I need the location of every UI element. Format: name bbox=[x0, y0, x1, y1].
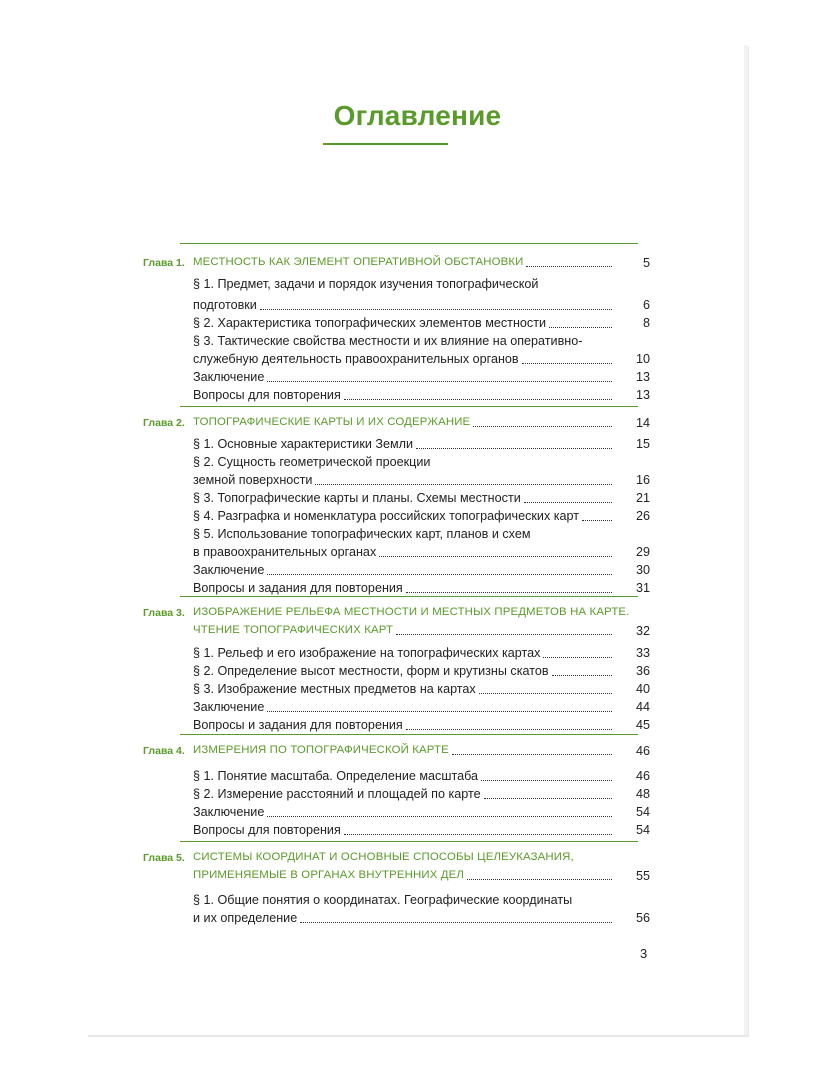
page-number: 3 bbox=[640, 946, 648, 961]
entry-title: § 1. Рельеф и его изображение на топографических картах bbox=[193, 646, 541, 660]
chapter-separator bbox=[180, 734, 638, 735]
leader-dots bbox=[467, 879, 612, 880]
page-ref: 15 bbox=[635, 437, 650, 451]
page-ref: 40 bbox=[635, 682, 650, 696]
page-ref: 8 bbox=[642, 316, 650, 330]
entry-title: § 2. Определение высот местности, форм и крутизны скатов bbox=[193, 664, 549, 678]
entry-title: § 2. Сущность геометрической проекции bbox=[193, 455, 431, 469]
leader-dots bbox=[300, 922, 612, 923]
page-ref: 10 bbox=[635, 352, 650, 366]
entry-title: § 3. Тактические свойства местности и их влияние на оперативно- bbox=[193, 334, 583, 348]
page-ref: 54 bbox=[635, 805, 650, 819]
leader-dots bbox=[406, 592, 612, 593]
leader-dots bbox=[484, 798, 612, 799]
chapter-title: ИЗМЕРЕНИЯ ПО ТОПОГРАФИЧЕСКОЙ КАРТЕ bbox=[193, 744, 449, 756]
page-ref: 26 bbox=[635, 509, 650, 523]
leader-dots bbox=[452, 754, 612, 755]
entry-title: Вопросы для повторения bbox=[193, 823, 341, 837]
entry-title: § 1. Понятие масштаба. Определение масштаба bbox=[193, 769, 479, 783]
entry-title: Вопросы и задания для повторения bbox=[193, 718, 403, 732]
chapter-separator bbox=[180, 841, 638, 842]
chapter-number: Глава 4. bbox=[143, 745, 185, 757]
entry-title: § 2. Характеристика топографических элементов местности bbox=[193, 316, 547, 330]
page-ref: 36 bbox=[635, 664, 650, 678]
chapter-separator bbox=[180, 243, 638, 244]
leader-dots bbox=[524, 502, 612, 503]
leader-dots bbox=[582, 520, 612, 521]
page-ref: 16 bbox=[635, 473, 650, 487]
title-underline bbox=[323, 143, 448, 145]
leader-dots bbox=[481, 780, 612, 781]
leader-dots bbox=[315, 484, 612, 485]
page-ref: 29 bbox=[635, 545, 650, 559]
entry-title: служебную деятельность правоохранительных органов bbox=[193, 352, 519, 366]
leader-dots bbox=[522, 363, 612, 364]
page-title: Оглавление bbox=[333, 100, 502, 131]
entry-title: Заключение bbox=[193, 805, 265, 819]
leader-dots bbox=[267, 711, 612, 712]
page-ref: 46 bbox=[635, 744, 650, 758]
entry-title: Заключение bbox=[193, 370, 265, 384]
entry-title: § 1. Общие понятия о координатах. Географические координаты bbox=[193, 893, 573, 907]
chapter-number: Глава 2. bbox=[143, 417, 185, 429]
chapter-title: СИСТЕМЫ КООРДИНАТ И ОСНОВНЫЕ СПОСОБЫ ЦЕЛЕУКАЗАНИЯ, bbox=[193, 851, 574, 863]
entry-title: § 1. Основные характеристики Земли bbox=[193, 437, 414, 451]
page-ref: 55 bbox=[635, 869, 650, 883]
chapter-separator bbox=[180, 596, 638, 597]
entry-title: в правоохранительных органах bbox=[193, 545, 377, 559]
page-ref: 5 bbox=[642, 256, 650, 270]
chapter-number: Глава 1. bbox=[143, 257, 185, 269]
page-ref: 31 bbox=[635, 581, 650, 595]
entry-title: Заключение bbox=[193, 563, 265, 577]
entry-title: § 1. Предмет, задачи и порядок изучения топографической bbox=[193, 277, 539, 291]
page-ref: 54 bbox=[635, 823, 650, 837]
page-ref: 14 bbox=[635, 416, 650, 430]
entry-title: и их определение bbox=[193, 911, 298, 925]
leader-dots bbox=[267, 574, 612, 575]
entry-title: § 2. Измерение расстояний и площадей по карте bbox=[193, 787, 481, 801]
chapter-number: Глава 5. bbox=[143, 852, 185, 864]
leader-dots bbox=[267, 816, 612, 817]
chapter-title: ИЗОБРАЖЕНИЕ РЕЛЬЕФА МЕСТНОСТИ И МЕСТНЫХ ПРЕДМЕТОВ НА КАРТЕ. bbox=[193, 606, 630, 618]
page-ref: 21 bbox=[635, 491, 650, 505]
chapter-title: ТОПОГРАФИЧЕСКИЕ КАРТЫ И ИХ СОДЕРЖАНИЕ bbox=[193, 416, 471, 428]
page-ref: 44 bbox=[635, 700, 650, 714]
leader-dots bbox=[260, 309, 612, 310]
leader-dots bbox=[552, 675, 612, 676]
entry-title: подготовки bbox=[193, 298, 257, 312]
entry-title: § 5. Использование топографических карт, планов и схем bbox=[193, 527, 531, 541]
page-ref: 45 bbox=[635, 718, 650, 732]
entry-title: Вопросы для повторения bbox=[193, 388, 341, 402]
leader-dots bbox=[416, 448, 612, 449]
chapter-title: ЧТЕНИЕ ТОПОГРАФИЧЕСКИХ КАРТ bbox=[193, 624, 394, 636]
page-ref: 46 bbox=[635, 769, 650, 783]
page-edge bbox=[744, 45, 748, 1035]
chapter-title: ПРИМЕНЯЕМЫЕ В ОРГАНАХ ВНУТРЕННИХ ДЕЛ bbox=[193, 869, 465, 881]
leader-dots bbox=[543, 657, 612, 658]
leader-dots bbox=[344, 834, 612, 835]
page-ref: 56 bbox=[635, 911, 650, 925]
leader-dots bbox=[479, 693, 612, 694]
entry-title: Вопросы и задания для повторения bbox=[193, 581, 403, 595]
page-ref: 6 bbox=[642, 298, 650, 312]
entry-title: § 3. Топографические карты и планы. Схемы местности bbox=[193, 491, 521, 505]
entry-title: земной поверхности bbox=[193, 473, 313, 487]
page-ref: 30 bbox=[635, 563, 650, 577]
entry-title: § 4. Разграфка и номенклатура российских топографических карт bbox=[193, 509, 580, 523]
leader-dots bbox=[526, 266, 612, 267]
page-ref: 13 bbox=[635, 388, 650, 402]
leader-dots bbox=[473, 426, 612, 427]
chapter-title: МЕСТНОСТЬ КАК ЭЛЕМЕНТ ОПЕРАТИВНОЙ ОБСТАНОВКИ bbox=[193, 256, 524, 268]
entry-title: Заключение bbox=[193, 700, 265, 714]
leader-dots bbox=[267, 381, 612, 382]
page-ref: 32 bbox=[635, 624, 650, 638]
leader-dots bbox=[344, 399, 612, 400]
page-ref: 33 bbox=[635, 646, 650, 660]
leader-dots bbox=[379, 556, 612, 557]
page-ref: 48 bbox=[635, 787, 650, 801]
leader-dots bbox=[396, 634, 612, 635]
chapter-separator bbox=[180, 406, 638, 407]
chapter-number: Глава 3. bbox=[143, 607, 185, 619]
leader-dots bbox=[549, 327, 612, 328]
page-ref: 13 bbox=[635, 370, 650, 384]
leader-dots bbox=[406, 729, 612, 730]
entry-title: § 3. Изображение местных предметов на картах bbox=[193, 682, 476, 696]
